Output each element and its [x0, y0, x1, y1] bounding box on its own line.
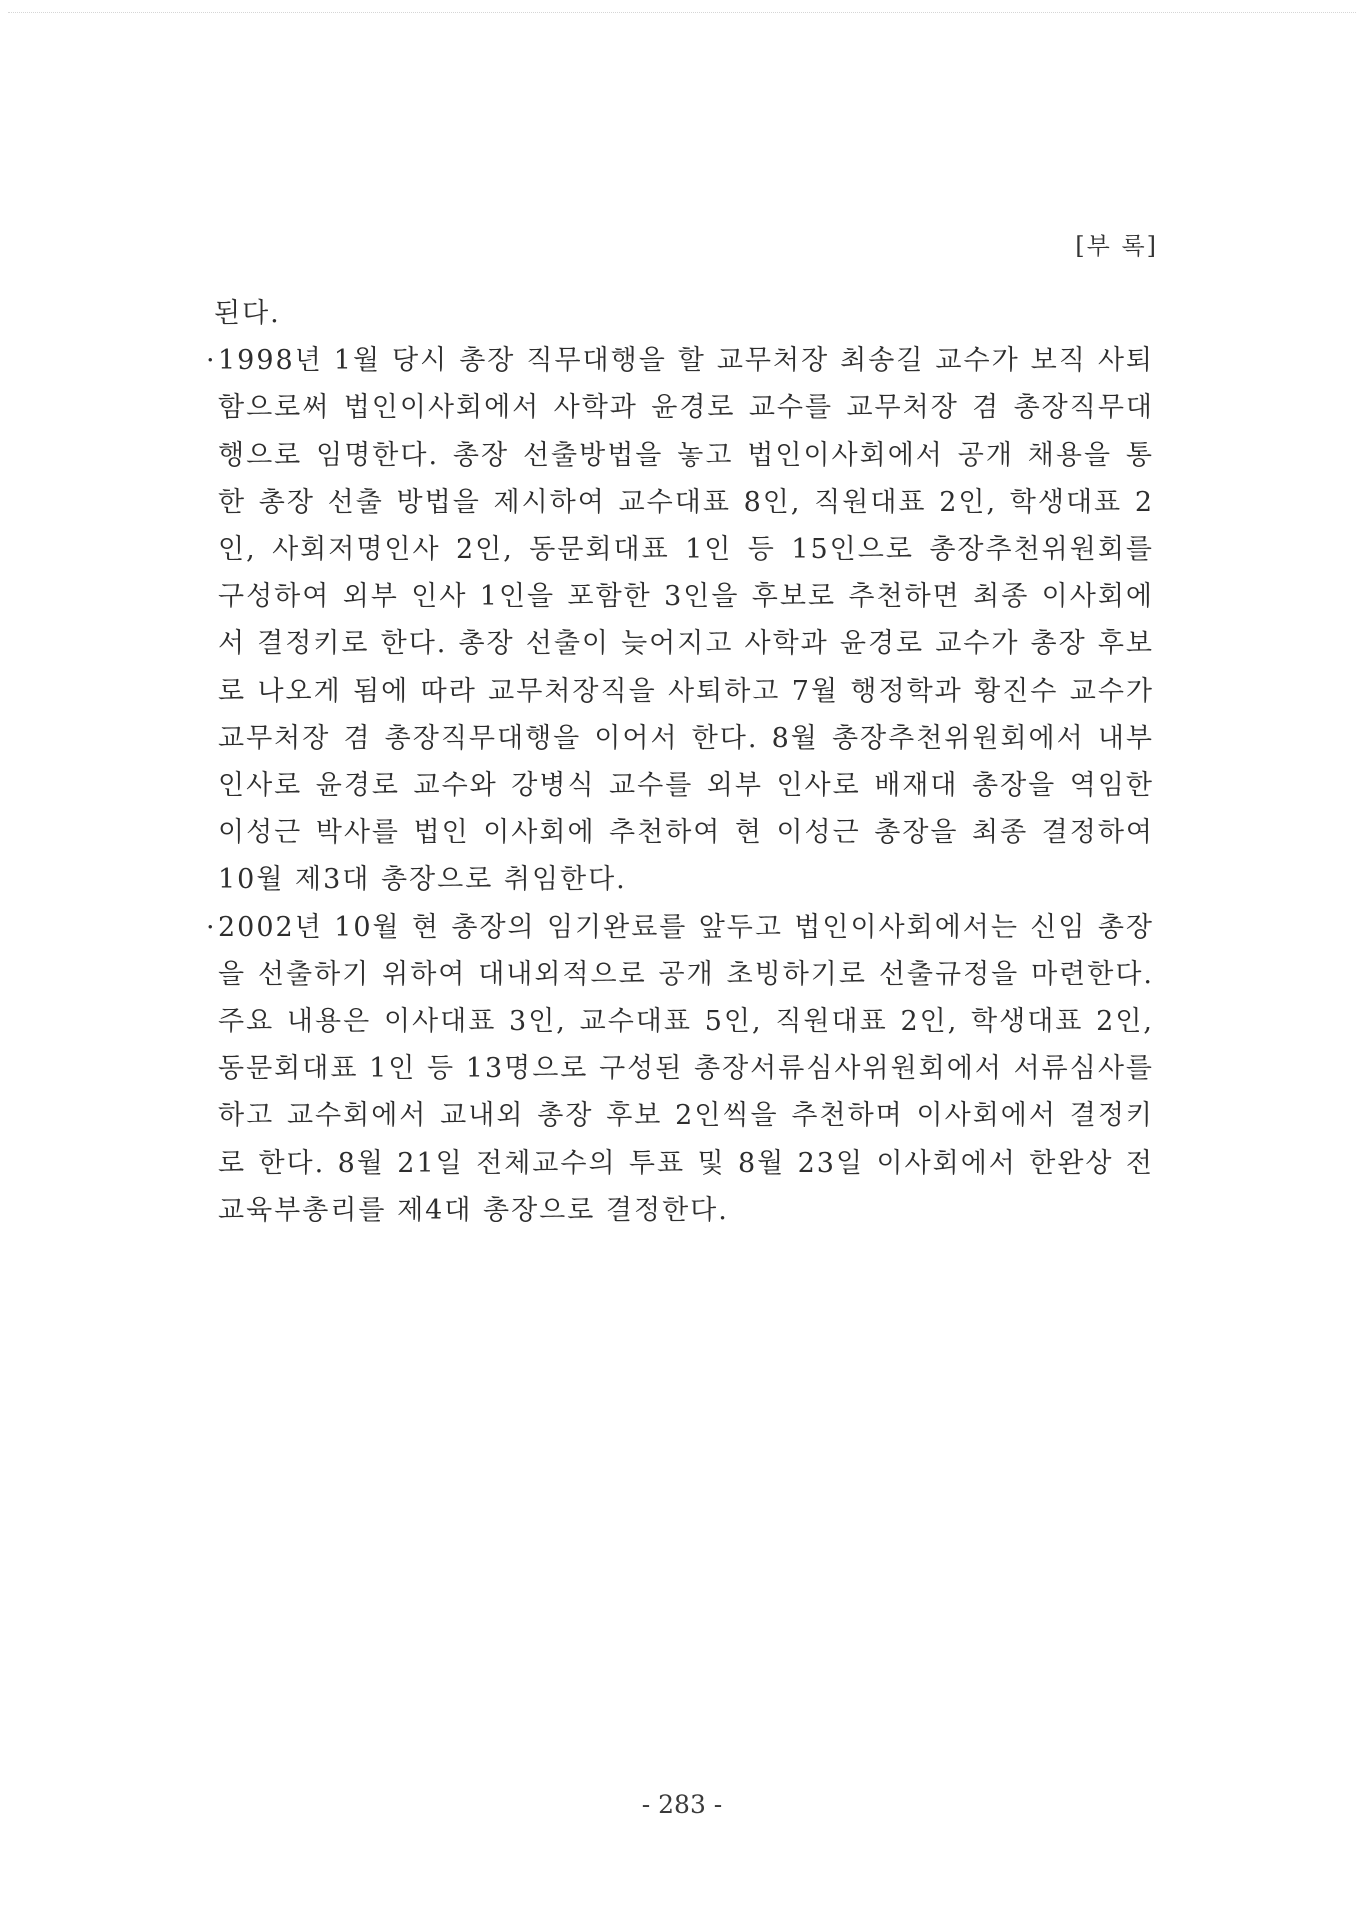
bullet-item-1998	[206, 337, 1154, 903]
bullet-text: 1998년 1월 당시 총장 직무대행을 할 교무처장 최송길 교수가 보직 사퇴함으로써 법인이사회에서 사학과 윤경로 교수를 교무처장 겸 총장직무대행으로 임명한다. 총장 선출방법을 놓고 법인이사회에서 공개 채용을 통한 총장 선출 방법을 제시하여 교수대표 8인, 직원대표 2인, 학생대표 2인, 사회저명인사 2인, 동문회대표 1인 등 15인으로 총장추천위원회를 구성하여 외부 인사 1인을 포함한 3인을 후보로 추천하면 최종 이사회에서 결정키로 한다. 총장 선출이 늦어지고 사학과 윤경로 교수가 총장 후보로 나오게 됨에 따라 교무처장직을 사퇴하고 7월 행정학과 황진수 교수가 교무처장 겸 총장직무대행을 이어서 한다. 8월 총장추천위원회에서 내부인사로 윤경로 교수와 강병식 교수를 외부 인사로 배재대 총장을 역임한 이성근 박사를 법인 이사회에 추천하여 현 이성근 총장을 최종 결정하여 10월 제3대 총장으로 취임한다.	[218, 345, 1154, 896]
scan-edge-line	[8, 12, 1356, 15]
section-label: [부 록]	[1075, 232, 1158, 260]
body-text	[206, 290, 1154, 1234]
page-number: - 283 -	[641, 1790, 723, 1819]
bullet-mark: ·	[206, 911, 217, 943]
bullet-item-2002	[206, 904, 1154, 1234]
bullet-mark: ·	[206, 345, 217, 377]
continuation-paragraph: 된다.	[214, 298, 281, 329]
bullet-text: 2002년 10월 현 총장의 임기완료를 앞두고 법인이사회에서는 신임 총장을 선출하기 위하여 대내외적으로 공개 초빙하기로 선출규정을 마련한다. 주요 내용은 이사대표 3인, 교수대표 5인, 직원대표 2인, 학생대표 2인, 동문회대표 1인 등 13명으로 구성된 총장서류심사위원회에서 서류심사를 하고 교수회에서 교내외 총장 후보 2인씩을 추천하며 이사회에서 결정키로 한다. 8월 21일 전체교수의 투표 및 8월 23일 이사회에서 한완상 전 교육부총리를 제4대 총장으로 결정한다.	[218, 911, 1154, 1226]
